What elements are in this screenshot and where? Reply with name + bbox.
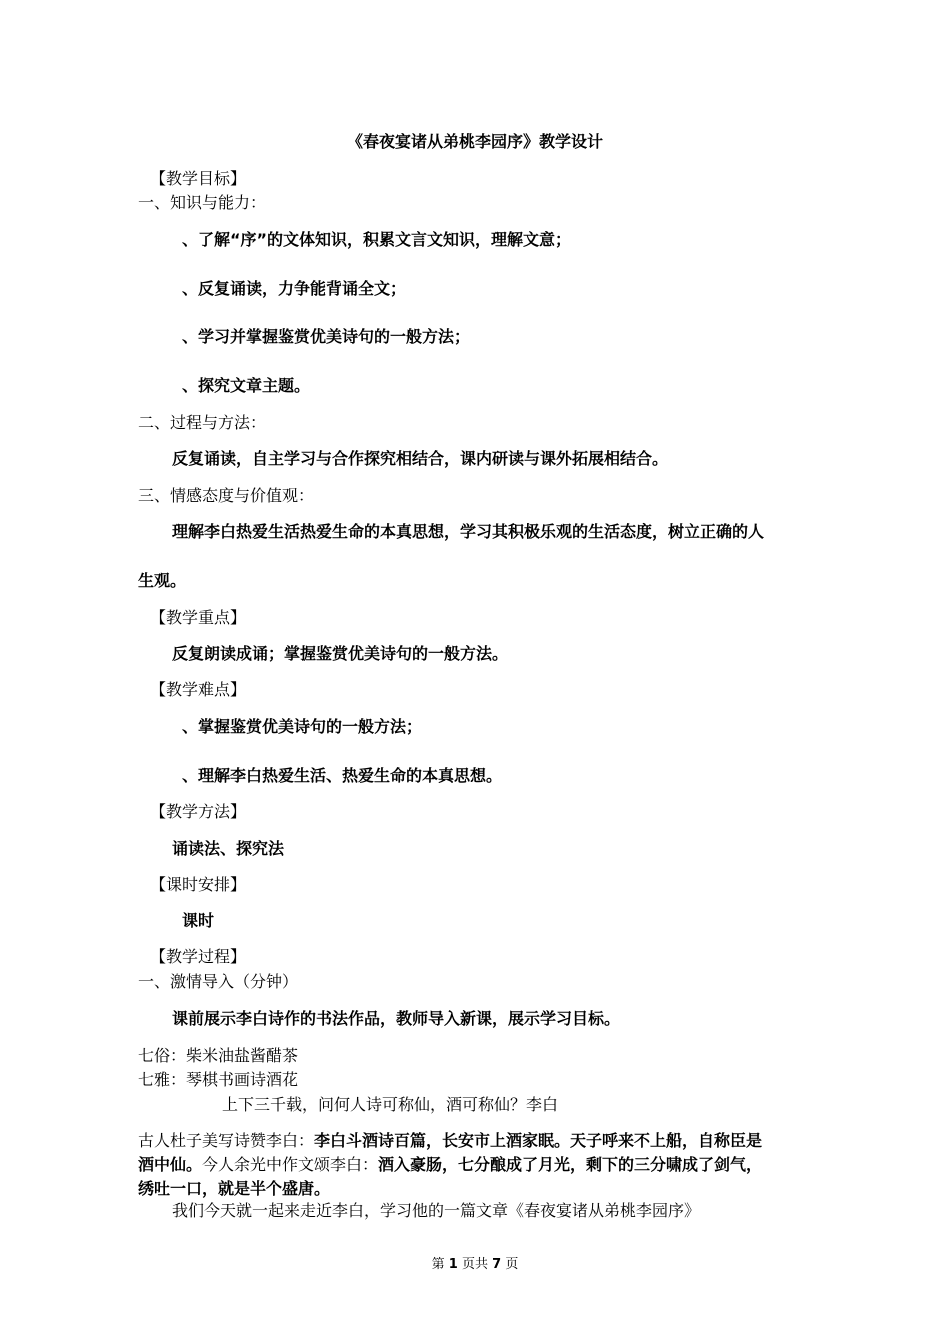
page-title: 《春夜宴诸从弟桃李园序》教学设计	[346, 132, 603, 151]
paragraph-praise-line1	[138, 1130, 762, 1152]
praise-quote-dufu-end: 酒中仙。	[138, 1155, 203, 1174]
subheading-emotion: 三、情感态度与价值观：	[138, 486, 315, 505]
list-item: 、理解李白热爱生活、热爱生命的本真思想。	[182, 766, 503, 785]
paragraph-emotion-cont: 生观。	[138, 571, 187, 590]
section-heading-methods: 【教学方法】	[150, 802, 247, 821]
footer-page-number: 1	[448, 1257, 458, 1272]
section-heading-schedule: 【课时安排】	[150, 875, 247, 894]
praise-intro-yuguangzhong: 今人余光中作文颂李白：	[202, 1155, 379, 1174]
footer-suffix: 页	[505, 1257, 519, 1272]
section-heading-difficulties: 【教学难点】	[150, 680, 247, 699]
section-heading-process: 【教学过程】	[150, 947, 247, 966]
subheading-intro: 一、激情导入（分钟）	[138, 972, 299, 991]
list-item: 、学习并掌握鉴赏优美诗句的一般方法；	[182, 327, 471, 346]
subheading-knowledge: 一、知识与能力：	[138, 193, 267, 212]
paragraph-praise-line3: 绣吐一口，就是半个盛唐。	[138, 1179, 331, 1198]
paragraph-schedule: 课时	[182, 911, 215, 930]
paragraph-intro: 课前展示李白诗作的书法作品，教师导入新课，展示学习目标。	[172, 1009, 621, 1028]
line-qisu: 七俗：柴米油盐酱醋茶	[138, 1046, 299, 1065]
list-item: 、反复诵读，力争能背诵全文；	[182, 279, 407, 298]
paragraph-emotion: 理解李白热爱生活热爱生命的本真思想，学习其积极乐观的生活态度，树立正确的人	[172, 522, 765, 541]
line-question: 上下三千载，问何人诗可称仙，酒可称仙？李白	[222, 1095, 559, 1114]
list-item: 、掌握鉴赏优美诗句的一般方法；	[182, 717, 423, 736]
subheading-process: 二、过程与方法：	[138, 413, 267, 432]
praise-quote-dufu: 李白斗酒诗百篇，长安市上酒家眠。天子呼来不上船，自称臣是	[314, 1131, 763, 1150]
footer-middle: 页共	[461, 1257, 488, 1272]
footer-prefix: 第	[431, 1257, 445, 1272]
praise-quote-yuguangzhong: 酒入豪肠，七分酿成了月光，剩下的三分啸成了剑气，	[378, 1155, 763, 1174]
line-qiya: 七雅：琴棋书画诗酒花	[138, 1070, 299, 1089]
section-heading-goals: 【教学目标】	[150, 169, 247, 188]
section-heading-key-points: 【教学重点】	[150, 608, 247, 627]
paragraph-key-points: 反复朗读成诵；掌握鉴赏优美诗句的一般方法。	[172, 644, 509, 663]
paragraph-closing: 我们今天就一起来走近李白，学习他的一篇文章《春夜宴诸从弟桃李园序》	[172, 1201, 701, 1220]
list-item: 、了解“序”的文体知识，积累文言文知识，理解文意；	[182, 230, 572, 249]
paragraph-process: 反复诵读，自主学习与合作探究相结合，课内研读与课外拓展相结合。	[172, 449, 669, 468]
praise-intro-dufu: 古人杜子美写诗赞李白：	[138, 1131, 315, 1150]
page-footer	[0, 1254, 950, 1276]
paragraph-methods: 诵读法、探究法	[172, 839, 285, 858]
paragraph-praise-line2	[138, 1154, 762, 1176]
list-item: 、探究文章主题。	[182, 376, 311, 395]
footer-total-pages: 7	[492, 1257, 502, 1272]
